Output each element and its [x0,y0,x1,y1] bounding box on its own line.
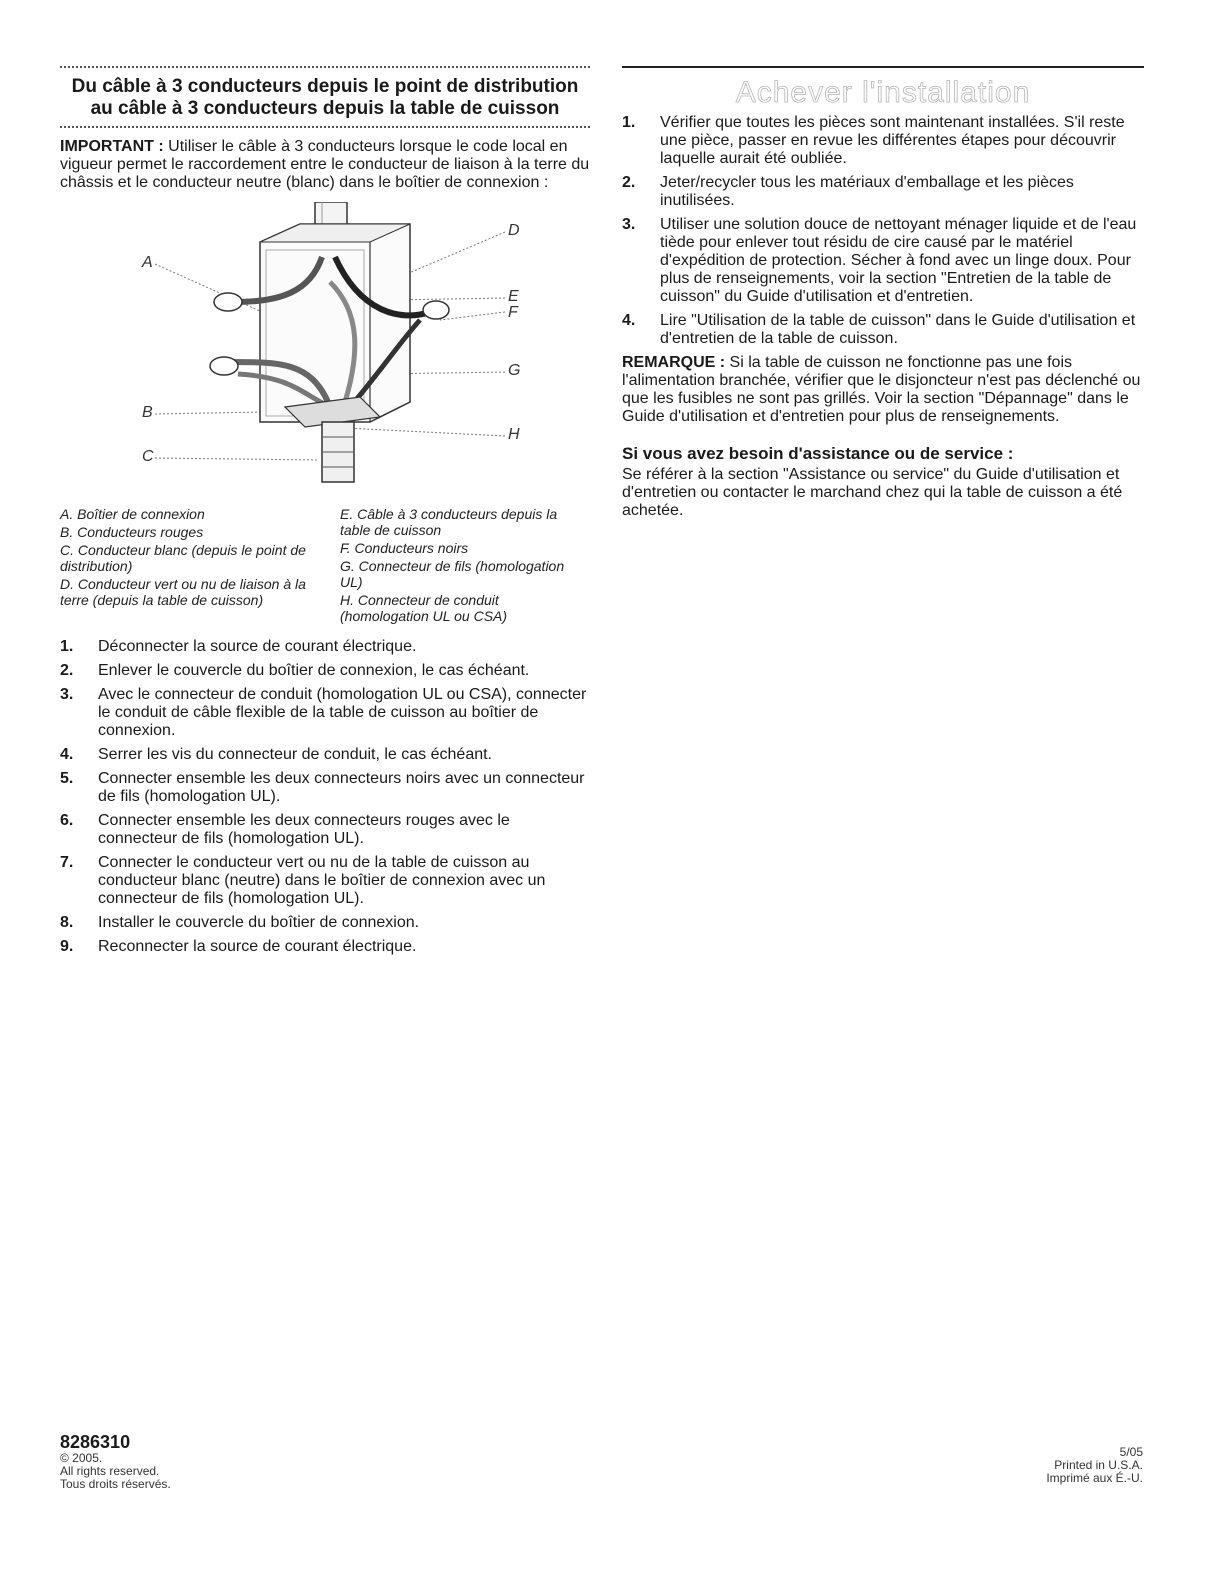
right-column [622,66,1144,520]
section-title-outlined: Achever l'installation [735,76,1031,109]
legend-item: A. Boîtier de connexion [60,506,205,522]
step-text: Connecter ensemble les deux connecteurs rouges avec le connecteur de fils (homologation UL). [98,812,510,847]
callout-d: D [508,222,520,239]
step-text: Avec le connecteur de conduit (homologation UL ou CSA), connecter le conduit de câble flexible de la table de cuisson au boîtier de connexion. [98,686,587,739]
assistance-heading: Si vous avez besoin d'assistance ou de service : [622,444,1014,463]
step-number: 4. [622,312,636,329]
important-paragraph [60,138,590,192]
rights-french: Tous droits réservés. [60,1477,171,1491]
step-number: 3. [60,686,74,703]
wiring-steps-list [60,638,590,956]
step-text: Lire "Utilisation de la table de cuisson" dans le Guide d'utilisation et d'entretien de la table de cuisson. [660,312,1136,347]
list-item [60,812,590,848]
step-number: 7. [60,854,74,871]
step-text: Enlever le couvercle du boîtier de connexion, le cas échéant. [98,662,530,679]
step-number: 9. [60,938,74,955]
list-item [60,746,590,764]
printed-french: Imprimé aux É.-U. [1046,1471,1143,1485]
callout-g: G [508,362,521,379]
list-item [60,914,590,932]
legend-item: C. Conducteur blanc (depuis le point de distribution) [60,542,306,574]
diagram-legend [60,506,590,626]
step-number: 6. [60,812,74,829]
section-title: Du câble à 3 conducteurs depuis le point de distribution au câble à 3 conducteurs depuis la table de cuisson [71,76,579,119]
step-text: Connecter ensemble les deux connecteurs noirs avec un connecteur de fils (homologation UL). [98,770,585,805]
note-text: Si la table de cuisson ne fonctionne pas une fois l'alimentation branchée, vérifier que le disjoncteur n'est pas déclenché ou que les fusibles ne sont pas grillés. Voir la section "Dépannage" dans le Guide d'utilisation et d'entretien pour plus de renseignements. [622,354,1141,425]
callout-b: B [142,404,153,421]
step-number: 2. [622,174,636,191]
list-item [60,662,590,680]
list-item [60,686,590,740]
step-text: Vérifier que toutes les pièces sont maintenant installées. S'il reste une pièce, passer en revue les différentes étapes pour découvrir laquelle aurait été oubliée. [660,114,1125,167]
step-text: Déconnecter la source de courant électrique. [98,638,417,655]
legend-item: F. Conducteurs noirs [340,540,469,556]
list-item [60,638,590,656]
step-number: 2. [60,662,74,679]
step-text: Installer le couvercle du boîtier de connexion. [98,914,420,931]
list-item [60,854,590,908]
step-text: Utiliser une solution douce de nettoyant ménager liquide et de l'eau tiède pour enlever tout résidu de cire causé par le matériel d'expédition de protection. Sécher à fond avec un linge doux. Pour plus de renseignements, voir la section "Entretien de la table de cuisson" du Guide d'utilisation et d'entretien. [660,216,1137,305]
step-number: 4. [60,746,74,763]
list-item [622,216,1144,306]
step-number: 5. [60,770,74,787]
important-label: IMPORTANT : [60,138,164,155]
legend-item: H. Connecteur de conduit (homologation UL ou CSA) [340,592,508,624]
junction-box-illustration [60,202,590,502]
list-item [60,938,590,956]
finish-steps-list [622,114,1144,348]
list-item [60,770,590,806]
rights-english: All rights reserved. [60,1464,160,1478]
step-number: 3. [622,216,636,233]
footer-right [903,1446,1143,1485]
callout-c: C [142,448,154,465]
callout-a: A [142,254,153,271]
legend-item: B. Conducteurs rouges [60,524,204,540]
step-text: Reconnecter la source de courant électrique. [98,938,417,955]
section-rule-top [60,66,590,68]
step-number: 1. [60,638,74,655]
step-text: Connecter le conducteur vert ou nu de la table de cuisson au conducteur blanc (neutre) dans le boîtier de connexion avec un connecteur de fils (homologation UL). [98,854,546,907]
legend-item: G. Connecteur de fils (homologation UL) [340,558,565,590]
note-label: REMARQUE : [622,354,726,371]
section-rule [622,66,1144,68]
section-rule-bottom [60,126,590,128]
list-item [622,174,1144,210]
legend-item: E. Câble à 3 conducteurs depuis la table de cuisson [340,506,558,538]
printed-english: Printed in U.S.A. [1054,1458,1143,1472]
callout-f: F [508,304,518,321]
list-item [622,312,1144,348]
step-number: 8. [60,914,74,931]
legend-item: D. Conducteur vert ou nu de liaison à la terre (depuis la table de cuisson) [60,576,306,608]
footer-left [60,1432,360,1491]
copyright: © 2005. [60,1451,103,1465]
assistance-text: Se référer à la section "Assistance ou service" du Guide d'utilisation et d'entretien ou contacter le marchand chez qui la table de cuisson a été achetée. [622,466,1123,519]
note-paragraph [622,354,1144,426]
legend-column-left [60,506,320,626]
left-column [60,66,590,962]
document-number: 8286310 [60,1432,131,1452]
print-date: 5/05 [1119,1445,1143,1459]
callout-e: E [508,288,519,305]
step-text: Jeter/recycler tous les matériaux d'emballage et les pièces inutilisées. [660,174,1074,209]
junction-box-diagram [60,202,590,502]
legend-column-right [340,506,590,626]
list-item [622,114,1144,168]
callout-h: H [508,426,520,443]
important-text: Utiliser le câble à 3 conducteurs lorsque le code local en vigueur permet le raccordement entre le conducteur de liaison à la terre du châssis et le conducteur neutre (blanc) dans le boîtier de connexion : [60,138,590,191]
step-text: Serrer les vis du connecteur de conduit, le cas échéant. [98,746,492,763]
step-number: 1. [622,114,636,131]
